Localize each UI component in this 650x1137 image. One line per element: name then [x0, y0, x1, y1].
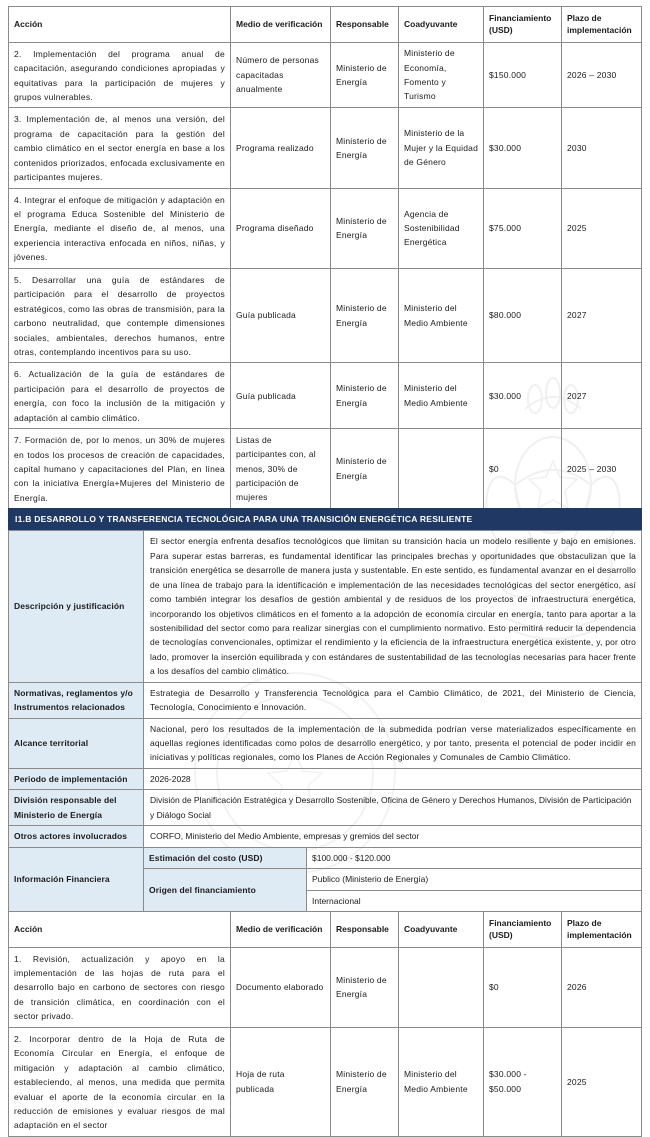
action-cell: 3. Implementación de, al menos una versión, del programa de capacitación para la gestión del cambio climático en el sector energía en base a los contenidos priorizados, enfocada exclusivamente en participantes mujeres.	[9, 108, 231, 188]
action-cell: 2. Incorporar dentro de la Hoja de Ruta de Economía Circular en Energía, el enfoque de mitigación y adaptación al cambio climático, estableciendo, al menos, una medida que permita evaluar el aporte de la economía circular en la reducción de emisiones y evaluar riesgos de mal adaptación en el sector	[9, 1027, 231, 1136]
coadjuvant-cell: Ministerio de la Mujer y la Equidad de Género	[399, 108, 484, 188]
verification-cell: Listas de participantes con, al menos, 30% de participación de mujeres	[231, 429, 331, 509]
coadjuvant-cell: Ministerio de Economía, Fomento y Turismo	[399, 42, 484, 108]
action-cell: 5. Desarrollar una guía de estándares de participación para el desarrollo de proyectos estratégicos, como las obras de transmisión, para la carbono neutralidad, que contemple dimensiones sociales, ambientales, derechos humanos, entre otras, contemplando incentivos para su uso.	[9, 268, 231, 363]
action-row	[9, 363, 642, 429]
action-cell: 4. Integrar el enfoque de mitigación y adaptación en el programa Educa Sostenible del Ministerio de Energía, mediante el diseño de, al menos, una experiencia interactiva enfocada en niños, niñas, y jóvenes.	[9, 188, 231, 268]
verification-cell: Número de personas capacitadas anualmente	[231, 42, 331, 108]
detail-row-actors	[9, 826, 642, 847]
verification-cell: Documento elaborado	[231, 947, 331, 1027]
detail-row-description	[9, 531, 642, 682]
col-header-medio-verificacion: Medio de verificación	[231, 911, 331, 947]
origin-value-international: Internacional	[307, 890, 642, 911]
actions-table-top	[8, 6, 642, 509]
funding-cell: $30.000 - $50.000	[484, 1027, 562, 1136]
col-header-accion: Acción	[9, 911, 231, 947]
funding-cell: $75.000	[484, 188, 562, 268]
financial-table	[8, 847, 642, 912]
coadjuvant-cell	[399, 947, 484, 1027]
coadjuvant-cell: Ministerio del Medio Ambiente	[399, 363, 484, 429]
actors-label: Otros actores involucrados	[9, 826, 144, 847]
action-cell: 1. Revisión, actualización y apoyo en la implementación de las hojas de ruta para el desarrollo bajo en carbono de sectores con riesgo de transición climática, en coordinación con el sector privado.	[9, 947, 231, 1027]
responsible-cell: Ministerio de Energía	[331, 1027, 399, 1136]
financial-label: Información Financiera	[9, 847, 144, 911]
action-cell: 6. Actualización de la guía de estándares de participación para el desarrollo de proyectos de energía, con foco la inclusión de la mitigación y adaptación al cambio climático.	[9, 363, 231, 429]
action-row	[9, 42, 642, 108]
action-row	[9, 268, 642, 363]
cost-value: $100.000 - $120.000	[307, 847, 642, 868]
coadjuvant-cell	[399, 429, 484, 509]
origin-label: Origen del financiamiento	[144, 869, 307, 912]
verification-cell: Guía publicada	[231, 268, 331, 363]
term-cell: 2027	[562, 268, 642, 363]
detail-row-regulations	[9, 682, 642, 718]
verification-cell: Programa diseñado	[231, 188, 331, 268]
col-header-accion: Acción	[9, 7, 231, 43]
action-row	[9, 429, 642, 509]
funding-cell: $30.000	[484, 108, 562, 188]
term-cell: 2025	[562, 1027, 642, 1136]
action-row	[9, 947, 642, 1027]
verification-cell: Programa realizado	[231, 108, 331, 188]
term-cell: 2030	[562, 108, 642, 188]
funding-cell: $80.000	[484, 268, 562, 363]
col-header-medio-verificacion: Medio de verificación	[231, 7, 331, 43]
territorial-value: Nacional, pero los resultados de la implementación de la submedida podrían verse materializados específicamente en aquellas regiones identificadas como polos de desarrollo energético, y por tanto, presenta el potencial de poder incidir en iniciativas y políticas regionales, como los Planes de Acción Regionales y Comunales de Cambio Climático.	[144, 718, 642, 768]
period-value: 2026-2028	[144, 768, 642, 789]
responsible-cell: Ministerio de Energía	[331, 188, 399, 268]
responsible-cell: Ministerio de Energía	[331, 42, 399, 108]
description-label: Descripción y justificación	[9, 531, 144, 682]
cost-label: Estimación del costo (USD)	[144, 847, 307, 868]
col-header-financiamiento: Financiamiento (USD)	[484, 7, 562, 43]
col-header-plazo: Plazo de implementación	[562, 7, 642, 43]
action-row	[9, 108, 642, 188]
table-header-row	[9, 7, 642, 43]
col-header-plazo: Plazo de implementación	[562, 911, 642, 947]
detail-row-territorial	[9, 718, 642, 768]
funding-cell: $30.000	[484, 363, 562, 429]
term-cell: 2025 – 2030	[562, 429, 642, 509]
regulations-label: Normativas, reglamentos y/o Instrumentos relacionados	[9, 682, 144, 718]
detail-row-period	[9, 768, 642, 789]
funding-cell: $150.000	[484, 42, 562, 108]
col-header-coadyuvante: Coadyuvante	[399, 911, 484, 947]
actions-table-bottom	[8, 911, 642, 1137]
description-value: El sector energía enfrenta desafíos tecnológicos que limitan su transición hacia un modelo resiliente y bajo en emisiones. Para superar estas barreras, es fundamental identificar las principales brechas y oportunidades que obstaculizan que la transición energética se desarrolle de manera justa y sustentable. En este sentido, es fundamental avanzar en el desarrollo de una línea de trabajo para la identificación e implementación de las necesidades tecnológicas del sector energético, así como también integrar los desafíos de gestión ambiental y de residuos de los proyectos de infraestructura energética, incorporando los objetivos climáticos en el fomento a la adopción de economía circular en energía, tanto para aportar a la sostenibilidad del sector como para realizar sinergias con el cumplimiento normativo. Esto permitirá reducir la dependencia de tecnologías convencionales, optimizar el rendimiento y la eficiencia de la infraestructura energética existente, y, por otro lado, promover la inserción equilibrada y con estándares de sustentabilidad de las tecnologías necesarias para hacer frente a los desafíos del cambio climático.	[144, 531, 642, 682]
detail-row-division	[9, 790, 642, 826]
responsible-cell: Ministerio de Energía	[331, 363, 399, 429]
division-value: División de Planificación Estratégica y Desarrollo Sostenible, Oficina de Género y Derechos Humanos, División de Participación y Diálogo Social	[144, 790, 642, 826]
coadjuvant-cell: Agencia de Sostenibilidad Energética	[399, 188, 484, 268]
action-row	[9, 1027, 642, 1136]
col-header-financiamiento: Financiamiento (USD)	[484, 911, 562, 947]
verification-cell: Hoja de ruta publicada	[231, 1027, 331, 1136]
origin-value-public: Publico (Ministerio de Energía)	[307, 869, 642, 890]
section-band-title: I1.B DESARROLLO Y TRANSFERENCIA TECNOLÓGICA PARA UNA TRANSICIÓN ENERGÉTICA RESILIENTE	[8, 508, 642, 531]
responsible-cell: Ministerio de Energía	[331, 429, 399, 509]
funding-cell: $0	[484, 947, 562, 1027]
territorial-label: Alcance territorial	[9, 718, 144, 768]
col-header-coadyuvante: Coadyuvante	[399, 7, 484, 43]
action-row	[9, 188, 642, 268]
coadjuvant-cell: Ministerio del Medio Ambiente	[399, 268, 484, 363]
table-header-row	[9, 911, 642, 947]
period-label: Periodo de implementación	[9, 768, 144, 789]
division-label: División responsable del Ministerio de Energía	[9, 790, 144, 826]
term-cell: 2026	[562, 947, 642, 1027]
responsible-cell: Ministerio de Energía	[331, 947, 399, 1027]
details-table	[8, 530, 642, 847]
action-cell: 7. Formación de, por lo menos, un 30% de mujeres en todos los procesos de creación de capacidades, capital humano y capacitaciones del Plan, en línea con la iniciativa Energía+Mujeres del Ministerio de Energía.	[9, 429, 231, 509]
responsible-cell: Ministerio de Energía	[331, 108, 399, 188]
responsible-cell: Ministerio de Energía	[331, 268, 399, 363]
verification-cell: Guía publicada	[231, 363, 331, 429]
regulations-value: Estrategia de Desarrollo y Transferencia Tecnológica para el Cambio Climático, de 2021, del Ministerio de Ciencia, Tecnología, Conocimiento e Innovación.	[144, 682, 642, 718]
col-header-responsable: Responsable	[331, 7, 399, 43]
actors-value: CORFO, Ministerio del Medio Ambiente, empresas y gremios del sector	[144, 826, 642, 847]
action-cell: 2. Implementación del programa anual de capacitación, asegurando condiciones apropiadas y equitativas para la participación de mujeres y grupos vulnerables.	[9, 42, 231, 108]
financial-row-cost	[9, 847, 642, 868]
term-cell: 2026 – 2030	[562, 42, 642, 108]
funding-cell: $0	[484, 429, 562, 509]
col-header-responsable: Responsable	[331, 911, 399, 947]
coadjuvant-cell: Ministerio del Medio Ambiente	[399, 1027, 484, 1136]
term-cell: 2025	[562, 188, 642, 268]
term-cell: 2027	[562, 363, 642, 429]
